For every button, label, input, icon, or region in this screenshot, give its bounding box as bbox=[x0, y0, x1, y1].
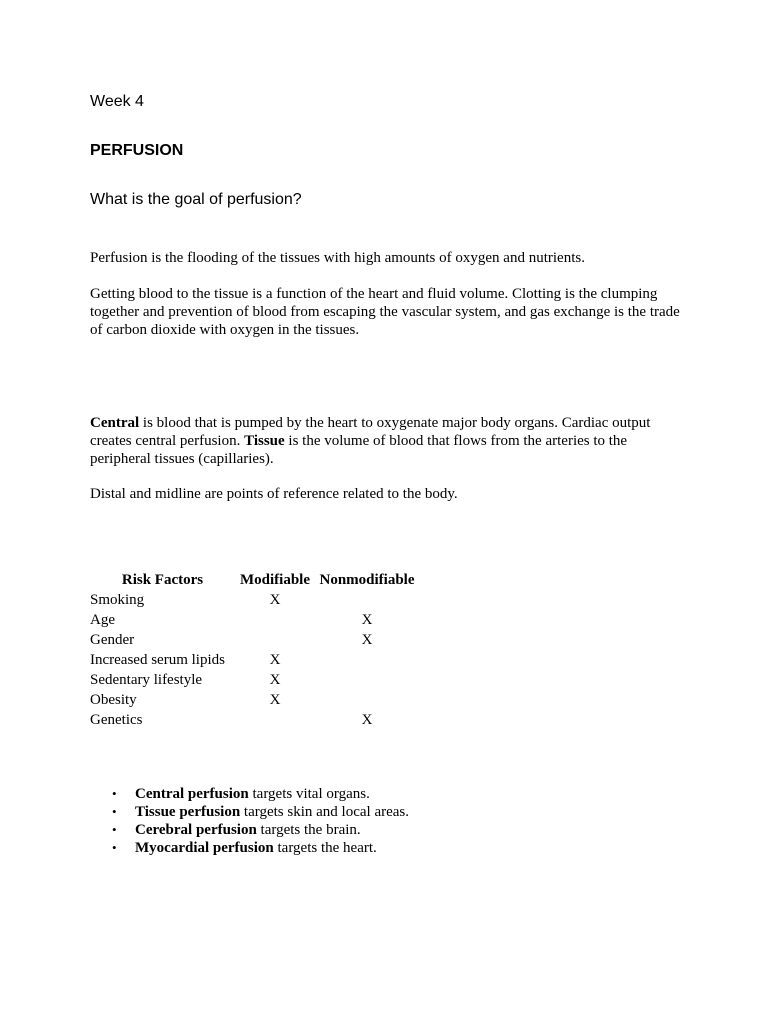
blood-flow-paragraph: Getting blood to the tissue is a function of the heart and fluid volume. Clotting is the clumping together and prevention of blood from escaping the vascular system, and gas exchange is the trade of carbon dioxide with oxygen in the tissues. bbox=[90, 286, 680, 338]
modifiable-cell: X bbox=[269, 672, 281, 688]
nonmodifiable-cell: X bbox=[361, 712, 373, 728]
table-header-row bbox=[90, 570, 419, 590]
bullet-icon: • bbox=[112, 822, 117, 837]
perfusion-definition-paragraph: Perfusion is the flooding of the tissues with high amounts of oxygen and nutrients. bbox=[90, 250, 585, 266]
bullet-icon: • bbox=[112, 786, 117, 801]
list-item bbox=[112, 821, 409, 839]
reference-points-paragraph: Distal and midline are points of reference related to the body. bbox=[90, 486, 458, 502]
modifiable-cell bbox=[235, 710, 315, 730]
modifiable-cell bbox=[235, 610, 315, 630]
goal-question: What is the goal of perfusion? bbox=[90, 191, 302, 208]
section-title: PERFUSION bbox=[90, 142, 184, 159]
tissue-description: is the volume of blood that flows from the arteries to the peripheral tissues (capillaries). bbox=[90, 433, 628, 467]
risk-factors-table bbox=[90, 570, 419, 730]
list-item-term: Myocardial perfusion bbox=[135, 840, 274, 856]
header-modifiable: Modifiable bbox=[240, 572, 310, 588]
list-item bbox=[112, 785, 409, 803]
week-label: Week 4 bbox=[90, 93, 144, 110]
modifiable-cell: X bbox=[269, 692, 281, 708]
table-row bbox=[90, 630, 419, 650]
perfusion-types-list bbox=[90, 785, 409, 857]
list-item-term: Cerebral perfusion bbox=[135, 822, 257, 838]
list-item bbox=[112, 803, 410, 821]
list-item-text: targets the brain. bbox=[256, 822, 361, 838]
list-item bbox=[112, 839, 409, 857]
central-tissue-paragraph bbox=[90, 414, 680, 468]
header-nonmodifiable: Nonmodifiable bbox=[319, 572, 415, 588]
modifiable-cell bbox=[235, 630, 315, 650]
table-row bbox=[90, 650, 419, 670]
nonmodifiable-cell: X bbox=[361, 632, 373, 648]
risk-factor-cell: Smoking bbox=[90, 592, 145, 608]
risk-factor-cell: Obesity bbox=[90, 692, 137, 708]
table-row bbox=[90, 710, 419, 730]
list-item-text: targets vital organs. bbox=[248, 786, 370, 802]
table-row bbox=[90, 610, 419, 630]
table-row bbox=[90, 690, 419, 710]
tissue-term: Tissue bbox=[244, 433, 285, 449]
risk-factor-cell: Genetics bbox=[90, 712, 143, 728]
list-item-term: Tissue perfusion bbox=[135, 804, 241, 820]
nonmodifiable-cell bbox=[315, 590, 419, 610]
table-row bbox=[90, 670, 419, 690]
risk-factor-cell: Increased serum lipids bbox=[90, 652, 225, 668]
table-row bbox=[90, 590, 419, 610]
modifiable-cell: X bbox=[269, 652, 281, 668]
header-risk-factors: Risk Factors bbox=[121, 572, 204, 588]
central-term: Central bbox=[90, 415, 140, 431]
nonmodifiable-cell bbox=[315, 690, 419, 710]
bullet-icon: • bbox=[112, 840, 117, 855]
modifiable-cell: X bbox=[269, 592, 281, 608]
risk-factor-cell: Age bbox=[90, 612, 115, 628]
nonmodifiable-cell bbox=[315, 670, 419, 690]
bullet-icon: • bbox=[112, 804, 117, 819]
risk-factor-cell: Sedentary lifestyle bbox=[90, 672, 203, 688]
central-description: is blood that is pumped by the heart to oxygenate major body organs. Cardiac output creates central perfusion. bbox=[90, 415, 651, 449]
risk-factor-cell: Gender bbox=[90, 632, 135, 648]
nonmodifiable-cell: X bbox=[361, 612, 373, 628]
list-item-text: targets the heart. bbox=[273, 840, 377, 856]
list-item-term: Central perfusion bbox=[135, 786, 249, 802]
list-item-text: targets skin and local areas. bbox=[240, 804, 410, 820]
nonmodifiable-cell bbox=[315, 650, 419, 670]
